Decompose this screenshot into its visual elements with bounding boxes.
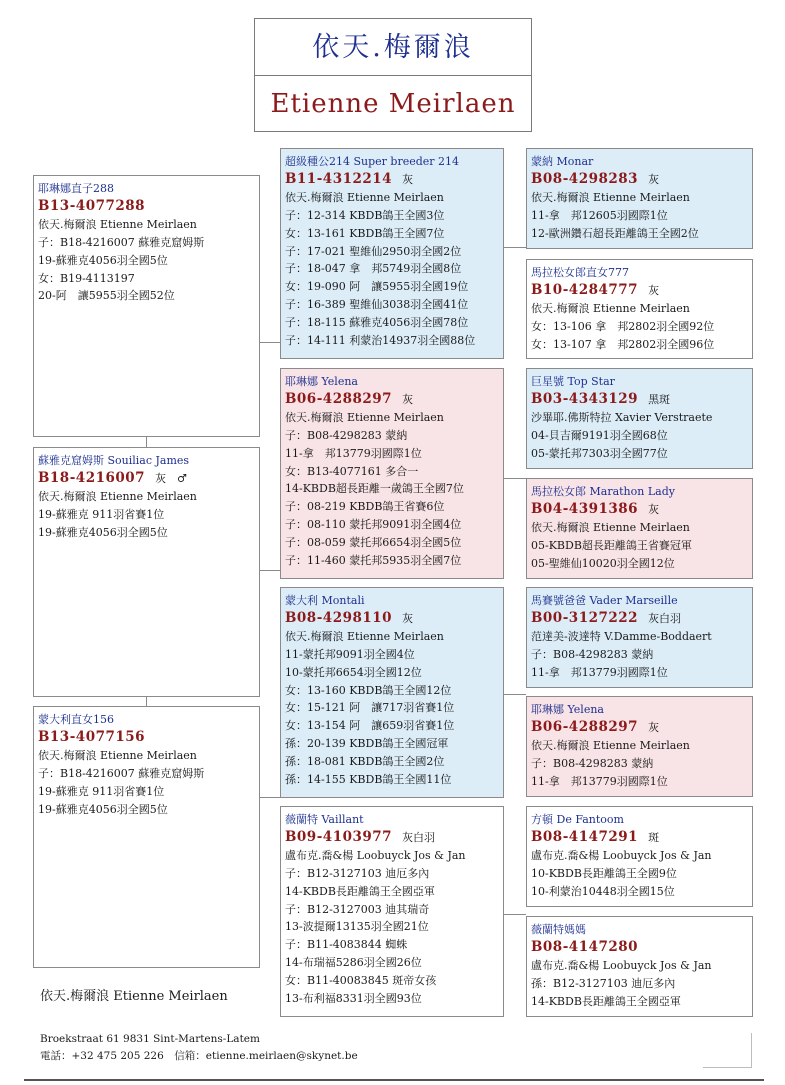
result-line: 14-KBDB超長距離一歲鴿王全國7位 bbox=[285, 482, 464, 496]
connector-line bbox=[504, 914, 526, 915]
pedigree-box-sire-sire bbox=[280, 148, 504, 359]
bird-name: 馬賽號爸爸 Vader Marseille bbox=[531, 594, 678, 607]
result-line: 子：17-021 聖維仙2950羽全國2位 bbox=[285, 244, 462, 258]
ring-number bbox=[38, 470, 255, 488]
plumage-color: 斑 bbox=[648, 830, 660, 844]
result-line: 05-聖維仙10020羽全國12位 bbox=[531, 556, 675, 570]
ring-number bbox=[531, 282, 748, 300]
result-line: 女：13-107 拿 邦2802羽全國96位 bbox=[531, 337, 715, 351]
result-line: 11-拿 邦12605羽國際1位 bbox=[531, 208, 668, 222]
result-line: 盧布克.喬&楊 Loobuyck Jos & Jan bbox=[285, 848, 466, 862]
plumage-color: 灰 bbox=[648, 720, 660, 734]
bird-name: 耶琳娜 Yelena bbox=[531, 703, 604, 716]
result-line: 子：12-314 KBDB鴿王全國3位 bbox=[285, 208, 445, 222]
connector-line bbox=[260, 797, 280, 798]
result-line: 子：B11-4083844 蜘蛛 bbox=[285, 938, 408, 952]
ring-number bbox=[531, 939, 748, 957]
result-line: 子：B12-3127103 迪厄多內 bbox=[285, 866, 430, 880]
pedigree-box-dam bbox=[33, 706, 260, 968]
result-line: 依天.梅爾浪 Etienne Meirlaen bbox=[285, 410, 444, 424]
breeder-name-chinese: 依天.梅爾浪 bbox=[312, 32, 474, 63]
plumage-color: 灰 bbox=[648, 283, 660, 297]
plumage-color: 灰 bbox=[648, 502, 660, 516]
result-line: 子：B08-4298283 蒙納 bbox=[531, 756, 654, 770]
bird-name: 蘇雅克窟姆斯 Souiliac James bbox=[38, 454, 190, 467]
result-line: 20-阿 讓5955羽全國52位 bbox=[38, 289, 175, 303]
ring-number-text: B06-4288297 bbox=[285, 390, 393, 407]
pedigree-box-sire bbox=[33, 447, 260, 697]
result-line: 19-蘇雅克4056羽全國5位 bbox=[38, 525, 168, 539]
result-line: 子：08-219 KBDB鴿王省賽6位 bbox=[285, 500, 445, 514]
result-line: 14-KBDB長距離鴿王全國亞軍 bbox=[531, 994, 681, 1008]
result-line: 子：B18-4216007 蘇雅克窟姆斯 bbox=[38, 235, 205, 249]
connector-line bbox=[146, 437, 147, 447]
ring-number-text: B13-4077288 bbox=[38, 197, 146, 214]
ring-number-text: B09-4103977 bbox=[285, 828, 393, 845]
connector-line bbox=[260, 570, 280, 571]
result-line: 女：15-121 阿 讓717羽省賽1位 bbox=[285, 701, 455, 715]
pedigree-box-ggp-8 bbox=[526, 916, 753, 1017]
pedigree-box-ggp-7 bbox=[526, 806, 753, 907]
plumage-color: 灰白羽 bbox=[402, 830, 436, 844]
plumage-color: 灰 ♂ bbox=[155, 471, 187, 485]
result-line: 女：B19-4113197 bbox=[38, 271, 135, 285]
result-line: 女：13-160 KBDB鴿王全國12位 bbox=[285, 683, 452, 697]
result-line: 沙畢耶.佛斯特拉 Xavier Verstraete bbox=[531, 410, 713, 424]
plumage-color: 灰 bbox=[402, 172, 414, 186]
result-line: 依天.梅爾浪 Etienne Meirlaen bbox=[531, 520, 690, 534]
ring-number-text: B04-4391386 bbox=[531, 500, 639, 517]
bird-name: 薇蘭特 Vaillant bbox=[285, 813, 364, 826]
result-line: 子：18-115 蘇雅克4056羽全國78位 bbox=[285, 316, 469, 330]
plumage-color: 灰 bbox=[402, 392, 414, 406]
plumage-color: 黑斑 bbox=[648, 392, 671, 406]
result-line: 孫：B12-3127103 迪厄多內 bbox=[531, 976, 676, 990]
result-line: 依天.梅爾浪 Etienne Meirlaen bbox=[531, 190, 690, 204]
plumage-color: 灰 bbox=[402, 611, 414, 625]
ring-number bbox=[531, 610, 748, 628]
connector-line bbox=[260, 342, 280, 343]
result-line: 13-布利福8331羽全國93位 bbox=[285, 992, 422, 1006]
plumage-color: 灰白羽 bbox=[648, 611, 682, 625]
ring-number bbox=[531, 171, 748, 189]
pedigree-box-ggp-5 bbox=[526, 587, 753, 688]
result-line: 10-利蒙治10448羽全國15位 bbox=[531, 884, 675, 898]
pedigree-box-ggp-2 bbox=[526, 259, 753, 359]
bird-name: 馬拉松女郎 Marathon Lady bbox=[531, 485, 675, 498]
result-line: 范達美-波達特 V.Damme-Boddaert bbox=[531, 629, 712, 643]
result-line: 11-蒙托邦9091羽全國4位 bbox=[285, 647, 415, 661]
ring-number bbox=[285, 829, 499, 847]
ring-number bbox=[531, 829, 748, 847]
bird-name: 耶琳娜直子288 bbox=[38, 182, 114, 195]
pedigree-box-bird bbox=[33, 175, 260, 437]
result-line: 子：B12-3127003 迪其瑞奇 bbox=[285, 902, 430, 916]
ring-number-text: B00-3127222 bbox=[531, 609, 639, 626]
result-line: 19-蘇雅克 911羽省賽1位 bbox=[38, 784, 165, 798]
ring-number bbox=[531, 391, 748, 409]
result-line: 女：19-090 阿 讓5955羽全國19位 bbox=[285, 280, 469, 294]
result-line: 子：B08-4298283 蒙納 bbox=[285, 428, 408, 442]
title-block bbox=[254, 18, 532, 132]
result-line: 女：13-161 KBDB鴿王全國7位 bbox=[285, 226, 445, 240]
result-line: 子：B08-4298283 蒙納 bbox=[531, 647, 654, 661]
ring-number bbox=[285, 610, 499, 628]
ring-number-text: B18-4216007 bbox=[38, 469, 146, 486]
result-line: 子：08-110 蒙托邦9091羽全國4位 bbox=[285, 518, 462, 532]
result-line: 11-拿 邦13779羽國際1位 bbox=[531, 774, 668, 788]
result-line: 盧布克.喬&楊 Loobuyck Jos & Jan bbox=[531, 848, 712, 862]
ring-number bbox=[38, 198, 255, 216]
ring-number-text: B06-4288297 bbox=[531, 718, 639, 735]
result-line: 依天.梅爾浪 Etienne Meirlaen bbox=[38, 217, 197, 231]
connector-line bbox=[504, 478, 526, 479]
ring-number bbox=[285, 391, 499, 409]
breeder-name-english: Etienne Meirlaen bbox=[270, 89, 516, 119]
pedigree-box-ggp-6 bbox=[526, 696, 753, 797]
pedigree-box-dam-dam bbox=[280, 806, 504, 1017]
result-line: 14-布瑞福5286羽全國26位 bbox=[285, 956, 422, 970]
result-line: 女：13-106 拿 邦2802羽全國92位 bbox=[531, 319, 715, 333]
ring-number bbox=[531, 501, 748, 519]
bird-name: 蒙納 Monar bbox=[531, 155, 594, 168]
result-line: 13-波提爾13135羽全國21位 bbox=[285, 920, 429, 934]
result-line: 12-歐洲鑽石超長距離鴿王全國2位 bbox=[531, 226, 699, 240]
result-line: 19-蘇雅克4056羽全國5位 bbox=[38, 802, 168, 816]
result-line: 孫：14-155 KBDB鴿王全國11位 bbox=[285, 773, 452, 787]
pedigree-box-sire-dam bbox=[280, 368, 504, 579]
result-line: 依天.梅爾浪 Etienne Meirlaen bbox=[285, 629, 444, 643]
contact-line: 電話：+32 475 205 226 信箱：etienne.meirlaen@skynet.be bbox=[40, 1050, 358, 1062]
corner-mark bbox=[703, 1033, 752, 1068]
result-line: 依天.梅爾浪 Etienne Meirlaen bbox=[38, 489, 197, 503]
connector-line bbox=[146, 697, 147, 706]
result-line: 19-蘇雅克 911羽省賽1位 bbox=[38, 507, 165, 521]
result-line: 孫：18-081 KBDB鴿王全國2位 bbox=[285, 755, 445, 769]
bottom-rule bbox=[24, 1079, 764, 1081]
result-line: 10-KBDB長距離鴿王全國9位 bbox=[531, 866, 677, 880]
result-line: 依天.梅爾浪 Etienne Meirlaen bbox=[285, 190, 444, 204]
contact-block bbox=[40, 1031, 358, 1065]
result-line: 依天.梅爾浪 Etienne Meirlaen bbox=[531, 301, 690, 315]
result-line: 盧布克.喬&楊 Loobuyck Jos & Jan bbox=[531, 958, 712, 972]
result-line: 孫：20-139 KBDB鴿王全國冠軍 bbox=[285, 737, 449, 751]
plumage-color: 灰 bbox=[648, 172, 660, 186]
ring-number-text: B08-4147280 bbox=[531, 938, 639, 955]
result-line: 女：13-154 阿 讓659羽省賽1位 bbox=[285, 719, 455, 733]
bird-name: 超級種公214 Super breeder 214 bbox=[285, 155, 460, 168]
result-line: 14-KBDB長距離鴿王全國亞軍 bbox=[285, 884, 435, 898]
result-line: 10-蒙托邦6654羽全國12位 bbox=[285, 665, 422, 679]
breeder-footer-name: 依天.梅爾浪 Etienne Meirlaen bbox=[40, 989, 228, 1004]
bird-name: 蒙大利 Montali bbox=[285, 594, 365, 607]
ring-number-text: B08-4147291 bbox=[531, 828, 639, 845]
ring-number-text: B10-4284777 bbox=[531, 281, 639, 298]
result-line: 04-貝吉爾9191羽全國68位 bbox=[531, 428, 668, 442]
result-line: 05-蒙托邦7303羽全國77位 bbox=[531, 446, 668, 460]
result-line: 依天.梅爾浪 Etienne Meirlaen bbox=[38, 748, 197, 762]
bird-name: 薇蘭特媽媽 bbox=[531, 923, 586, 936]
result-line: 女：B13-4077161 多合一 bbox=[285, 464, 419, 478]
bird-name: 蒙大利直女156 bbox=[38, 713, 114, 726]
result-line: 子：11-460 蒙托邦5935羽全國7位 bbox=[285, 554, 462, 568]
ring-number bbox=[285, 171, 499, 189]
bird-name: 巨星號 Top Star bbox=[531, 375, 615, 388]
bird-name: 耶琳娜 Yelena bbox=[285, 375, 358, 388]
pedigree-box-ggp-4 bbox=[526, 478, 753, 579]
result-line: 子：18-047 拿 邦5749羽全國8位 bbox=[285, 262, 462, 276]
pedigree-box-ggp-1 bbox=[526, 148, 753, 249]
connector-line bbox=[504, 694, 526, 695]
result-line: 11-拿 邦13779羽國際1位 bbox=[285, 446, 422, 460]
result-line: 19-蘇雅克4056羽全國5位 bbox=[38, 253, 168, 267]
result-line: 11-拿 邦13779羽國際1位 bbox=[531, 665, 668, 679]
ring-number bbox=[38, 729, 255, 747]
result-line: 子：B18-4216007 蘇雅克窟姆斯 bbox=[38, 766, 205, 780]
ring-number bbox=[531, 719, 748, 737]
result-line: 05-KBDB超長距離鴿王省賽冠軍 bbox=[531, 538, 692, 552]
pedigree-box-dam-sire bbox=[280, 587, 504, 798]
ring-number-text: B11-4312214 bbox=[285, 170, 393, 187]
ring-number-text: B13-4077156 bbox=[38, 728, 146, 745]
bird-name: 馬拉松女郎直女777 bbox=[531, 266, 629, 279]
result-line: 子：16-389 聖維仙3038羽全國41位 bbox=[285, 298, 469, 312]
ring-number-text: B08-4298283 bbox=[531, 170, 639, 187]
result-line: 子：14-111 利蒙治14937羽全國88位 bbox=[285, 334, 476, 348]
bird-name: 方頓 De Fantoom bbox=[531, 813, 624, 826]
connector-line bbox=[504, 247, 526, 248]
ring-number-text: B08-4298110 bbox=[285, 609, 393, 626]
result-line: 子：08-059 蒙托邦6654羽全國5位 bbox=[285, 536, 462, 550]
address-line: Broekstraat 61 9831 Sint-Martens-Latem bbox=[40, 1033, 260, 1045]
ring-number-text: B03-4343129 bbox=[531, 390, 639, 407]
result-line: 女：B11-40083845 斑帝女孩 bbox=[285, 974, 437, 988]
result-line: 依天.梅爾浪 Etienne Meirlaen bbox=[531, 738, 690, 752]
pedigree-box-ggp-3 bbox=[526, 368, 753, 469]
